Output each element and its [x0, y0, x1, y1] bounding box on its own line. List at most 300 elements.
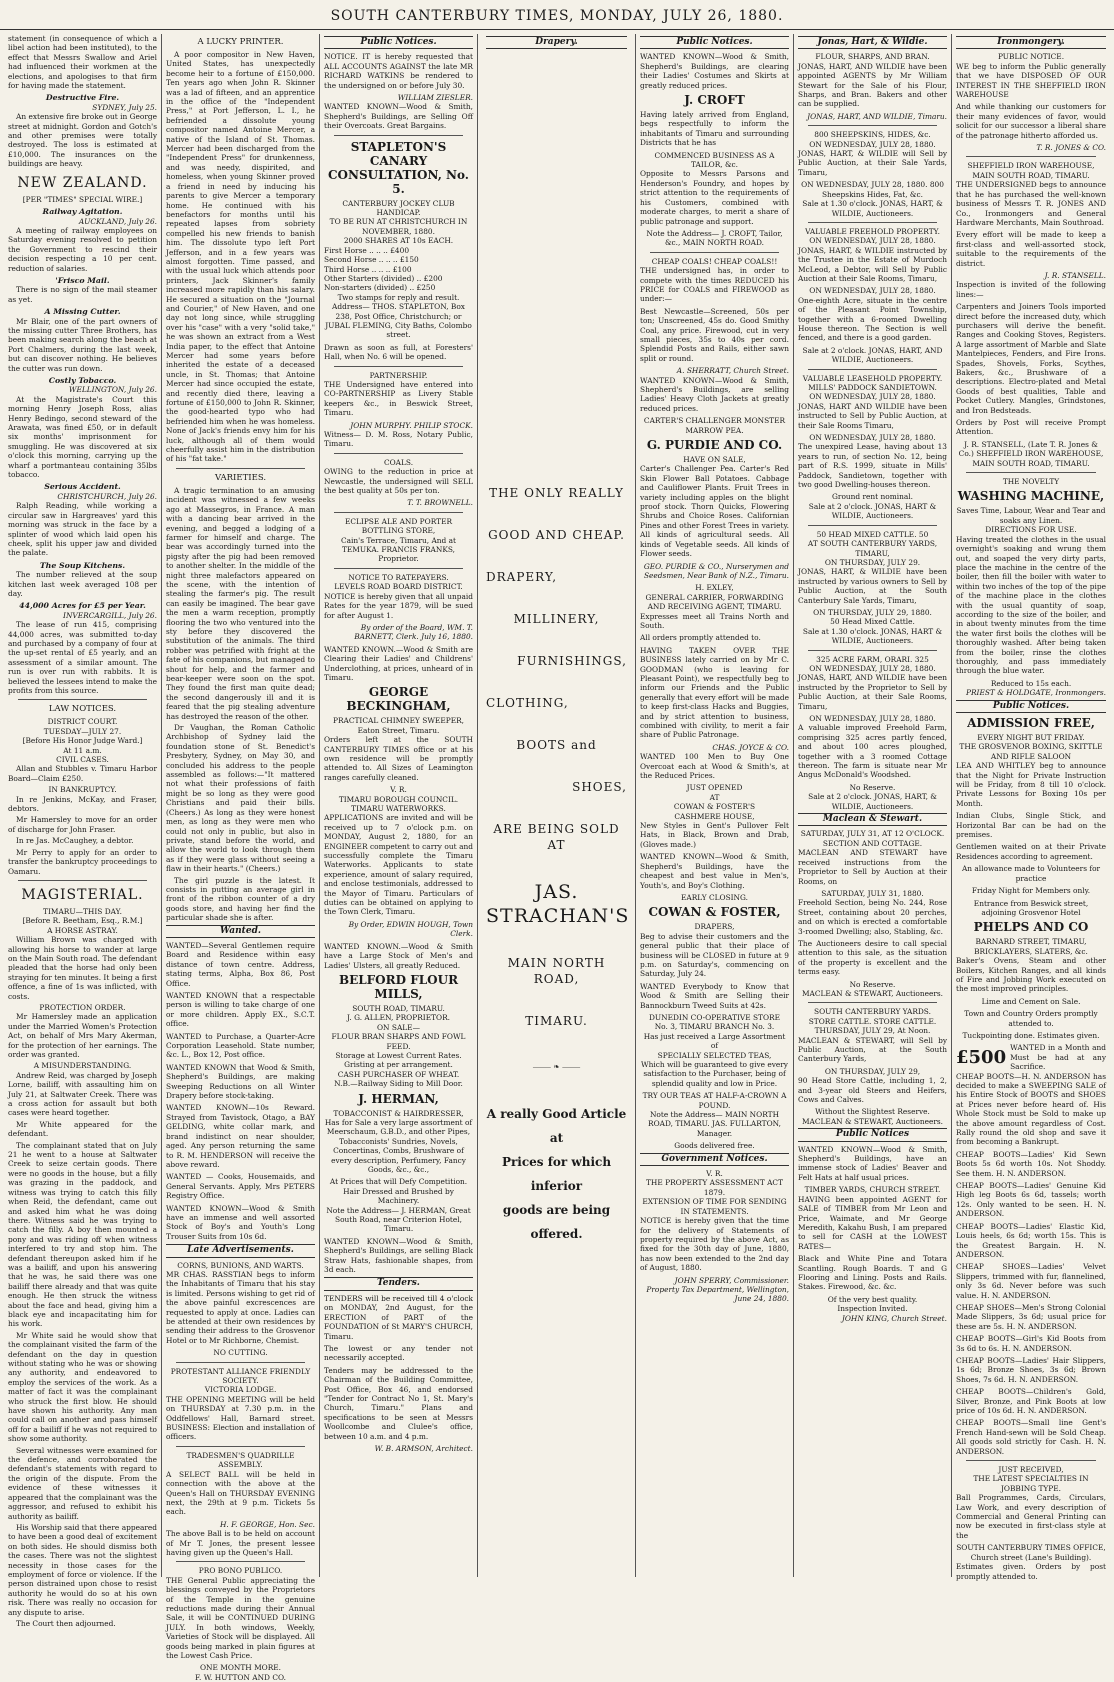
- article-text: William Brown was charged with allowing his horse to wander at large on the Main South road. The defendant pleaded that the horse had only been straying for ten minutes. It being a first offence, a fine of 1s was inflicted, with costs.: [8, 935, 157, 1001]
- ad-subheading: MAIN SOUTH ROAD, TIMARU.: [972, 170, 1090, 180]
- classified-ad: JONAS, HART, & WILDIE instructed by the Trustee in the Estate of Murdoch McLeod, a Debtor, will Sell by Public Auction at their Sale Rooms, Timaru,: [798, 245, 947, 283]
- article-heading: 'Frisco Mail.: [55, 275, 110, 285]
- classified-ad: A valuable improved Freehold Farm, comprising 325 acres partly fenced, and about 100 acres ploughed, together with a 3 roomed Cottage thereon. The farm is situate near Mr Angus McDonald's Woodshed.: [798, 723, 947, 780]
- ad-subheading: No Reserve.: [849, 782, 896, 792]
- ad-heading: PROTESTANT ALLIANCE FRIENDLY SOCIETY.: [170, 1366, 311, 1386]
- divider: [808, 125, 937, 126]
- classified-ad: WANTED KNOWN—Wood & Smith, Shepherd's Buildings, are selling Ladies' Heavy Cloth Jackets at greatly reduced prices.: [640, 375, 789, 413]
- ad-subheading: TO BE RUN AT CHRISTCHURCH IN NOVEMBER, 1880.: [329, 217, 468, 236]
- ad-heading: COWAN & FOSTER,: [648, 905, 781, 920]
- blank-space: [486, 52, 627, 472]
- subheading: At 11 a.m.: [63, 745, 102, 755]
- ad-line: MAIN NORTH ROAD,: [507, 956, 606, 987]
- classified-ad: Lime and Cement on Sale.: [981, 996, 1081, 1006]
- classified-ad: Tenders may be addressed to the Chairman of the Building Committee, Post Office, Box 46, and endorsed "Tender for Contract No 1, St. Mary's Church, Timaru." Plans and specifications to be seen at Messrs Woollcombe and Clulee's office, between 10 a.m. and 4 p.m.: [324, 1365, 473, 1441]
- ad-heading: SOUTH CANTERBURY YARDS.: [814, 1007, 931, 1017]
- section-heading-magisterial: MAGISTERIAL.: [21, 886, 144, 903]
- divider: [334, 512, 463, 513]
- divider: [334, 453, 463, 454]
- column-5: [636, 34, 794, 1577]
- classified-ad: Note the Address— J. HERMAN, Great South Road, near Criterion Hotel, Timaru.: [326, 1205, 471, 1234]
- wire-credit: [PER "TIMES" SPECIAL WIRE.]: [22, 194, 143, 204]
- prize-line: First Horse .. .. .. £400: [324, 245, 410, 255]
- classified-ad: WANTED KNOWN—Wood & Smith, Shepherd's Buildings, have an immense stock of Ladies' Beaver and Felt Hats at half usual prices.: [798, 1144, 947, 1182]
- ad-heading: TRADESMEN'S QUADRILLE ASSEMBLY.: [186, 1450, 295, 1470]
- ad-heading: CHEAP COALS! CHEAP COALS!!: [651, 256, 778, 266]
- ad-heading: COWAN & FOSTER'S: [673, 802, 756, 812]
- classified-ad: Best Newcastle—Screened, 50s per ton; Unscreened, 45s do. Good Smithy Coal, any price. Firewood, cut in very small pieces, 35s to 40s per cord. Splendid Posts and Rails, either sawn split or round.: [640, 306, 789, 363]
- classified-ad: CHEAP BOOTS—Ladies' Kid Sewn Boots 5s 6d worth 10s. Not Shoddy. See them. H. N. ANDERSON.: [956, 1149, 1106, 1178]
- classified-ad: THE UNDERSIGNED begs to announce that he has purchased the well-known business of Messrs T. R. JONES AND Co., Ironmongers and General Hardware Merchants, Main Southroad.: [956, 180, 1106, 227]
- classified-ad: CHEAP BOOTS—Small line Gent's French Hand-sewn will be Sold Cheap. All goods sold strictly for Cash. H. N. ANDERSON.: [956, 1418, 1106, 1456]
- ad-heading: VALUABLE FREEHOLD PROPERTY.: [805, 226, 940, 236]
- ad-subheading: ON SALE—: [377, 1022, 420, 1032]
- ad-heading: BELFORD FLOUR MILLS,: [338, 972, 459, 1001]
- ad-signature: JONAS, HART, AND WILDIE, Timaru.: [807, 111, 947, 121]
- classified-ad: WANTED KNOWN—Wood & Smith, Shepherd's Buildings, are clearing their Ladies' Costumes and Skirts at greatly reduced prices.: [640, 52, 789, 90]
- classified-ad: WANTED—Several Gentlemen require Board and Residence within easy distance of town centre. Address, stating terms, Alpha, Box 86, Post Office.: [166, 940, 315, 988]
- ad-heading: SHEFFIELD IRON WAREHOUSE,: [967, 161, 1095, 171]
- classified-ad: WANTED 100 Men to Buy One Overcoat each at Wood & Smith's, at the Reduced Prices.: [640, 752, 789, 781]
- ad-heading: EARLY CLOSING.: [680, 892, 749, 902]
- classified-ad: One-eighth Acre, situate in the centre of the Pleasant Point Township, together with a 6-roomed Dwelling House thereon. The Section is well fenced, and there is a good garden.: [798, 295, 947, 343]
- ad-heading: JUST RECEIVED,: [998, 1465, 1064, 1475]
- article-text: Mr White appeared for the defendant.: [8, 1119, 157, 1139]
- ad-heading: TIMARU BOROUGH COUNCIL.: [338, 794, 459, 804]
- ad-subheading: Goods delivered free.: [674, 1141, 755, 1151]
- ad-line: goods are being offered.: [502, 1202, 611, 1241]
- ad-signature: PRIEST & HOLDGATE, Ironmongers.: [966, 688, 1106, 698]
- classified-ad: New Styles in Gent's Pullover Felt Hats, in Black, Brown and Drab, (Gloves made.): [640, 821, 789, 849]
- article-text: Several witnesses were examined for the defence, and corroborated the defendant's statements with regard to the origin of the dispute. From the evidence of these witnesses it appeared that the complainant was the aggressor, and refused to exhibit his authority as bailiff.: [8, 1445, 157, 1521]
- ad-subheading: DIRECTIONS FOR USE.: [985, 525, 1077, 535]
- ad-signature: GEO. PURDIE & CO., Nurserymen and Seedsmen, Near Bank of N.Z., Timaru.: [643, 561, 789, 580]
- ad-subheading: ON WEDNESDAY, JULY 28, 1880.: [809, 663, 936, 673]
- ad-subheading: At Prices that will Defy Competition.: [329, 1177, 468, 1187]
- ad-subheading: DRAPERS,: [694, 922, 735, 932]
- divider: [18, 699, 147, 700]
- ad-subheading: THE GROSVENOR BOXING, SKITTLE AND RIFLE SALOON: [959, 742, 1103, 761]
- ad-signature: F. W. HUTTON AND CO.: [195, 1672, 286, 1682]
- classified-ad: Inspection is invited of the following lines:—: [956, 280, 1106, 299]
- article-text: The complainant stated that on July 21 he went to a house at Saltwater Creek to seize certain goods. There were no goods in the house, but a filly was grazing in the paddock, and witness was trying to catch this filly when Reid, the defendant, came out and asked him what he was doing there. Witness said he was trying to catch the filly. A boy then mounted a pony and was riding off when witness interfered to try and stop him. The defendant thereupon asked him if he was a bailiff, and upon his answering that he was, he said there was one bailiff there already and that was quite enough. He then struck the witness about the face and head, giving him a black eye and incapacitating him for his work.: [8, 1140, 157, 1329]
- ad-signature: A. SHERRATT, Church Street.: [676, 366, 789, 376]
- ad-line: Prices for which inferior: [501, 1154, 612, 1193]
- classified-ad: Orders by Post will receive Prompt Attention.: [956, 418, 1106, 437]
- article-heading: Railway Agitation.: [42, 207, 123, 217]
- ad-subheading: 2000 SHARES AT 10s EACH.: [343, 236, 454, 246]
- classified-ad: WANTED KNOWN.—Wood & Smith are Clearing their Ladies' and Childrens' Underclothing, at prices, unheard of in Timaru.: [324, 644, 473, 682]
- ad-line: A really Good Article at: [486, 1106, 627, 1145]
- classified-ad: The unexpired Lease, having about 13 years to run, of section No. 12, being part of R.S. 1999, situate in Mills' Paddock, Sandietown, together with two good Dwelling-houses thereon.: [798, 442, 947, 490]
- classified-ad: WANTED KNOWN.—Wood & Smith have a Large Stock of Men's and Ladies' Ulsters, all greatly Reduced.: [324, 941, 473, 970]
- ad-line: BOOTS and: [516, 738, 597, 753]
- ad-subheading: EXTENSION OF TIME FOR SENDING IN STATEMENTS.: [642, 1197, 787, 1216]
- classified-ad: Having treated the clothes in the usual overnight's soaking and wrung them out, and soaped the very dirty parts, place the machine in the centre of the boiler, then fill the boiler with water to within two inches of the top of the pipe of the machine place in the clothes with the usual quantity of soap, according to the size of the boiler, and in about twenty minutes from the time the water first boils the clothes will be thoroughly washed. After being taken from the boiler, rinse the clothes thoroughly, and pass immediately through the blue water.: [956, 534, 1106, 676]
- ad-subheading: STORE CATTLE. STORE CATTLE.: [808, 1016, 937, 1026]
- article-text: At the Magistrate's Court this morning Henry Joseph Ross, alias Henry Bedingo, second steward of the Arawata, was fined £50, or in default six months' imprisonment for smuggling. He was discovered at six o'clock this morning, carrying up the wharf a portmanteau containing 35lbs tobacco.: [8, 394, 157, 480]
- ad-signature: H. F. GEORGE, Hon. Sec.: [219, 1519, 315, 1529]
- ad-subheading: Gristing at per arrangement.: [344, 1060, 453, 1070]
- divider: [176, 1446, 305, 1447]
- classified-ad: Town and Country Orders promptly attended to.: [964, 1009, 1098, 1028]
- classified-ad: Note the Address— J. CROFT, Tailor, &c., MAIN NORTH ROAD.: [646, 228, 783, 248]
- ad-signature: MACLEAN & STEWART, Auctioneers.: [801, 1116, 944, 1126]
- classified-ad: Tuckpointing done. Estimates given.: [962, 1030, 1100, 1040]
- subheading: DISTRICT COURT.: [47, 717, 118, 727]
- ad-signature: JOHN KING, Church Street.: [841, 1313, 947, 1323]
- divider: [966, 472, 1096, 473]
- article-heading: Costly Tobacco.: [48, 376, 117, 385]
- ad-subheading: Inspection Invited.: [837, 1304, 908, 1314]
- ad-subheading: Without the Slightest Reserve.: [815, 1107, 930, 1117]
- ad-line: FURNISHINGS,: [517, 654, 627, 669]
- divider: [808, 222, 937, 223]
- ad-subheading: ON WEDNESDAY, JULY 28, 1880.: [809, 139, 936, 149]
- ad-subheading: THURSDAY, JULY 29, At Noon.: [814, 1026, 931, 1036]
- classified-ad: WANTED KNOWN—Wood & Smith have an immense and well assorted Stock of Boy's and Youth's Long Trouser Suits from 10s 6d.: [166, 1203, 315, 1241]
- ad-subheading: No Reserve.: [849, 979, 896, 989]
- classified-ad: CHEAP BOOTS—Ladies' Elastic Kid, Louis heels, 6s 6d; worth 15s. This is the Greatest Bargain. H. N. ANDERSON.: [956, 1221, 1106, 1259]
- classified-ad: WANTED KNOWN—Wood & Smith, Shepherd's Buildings, have the cheapest and best value in Men's, Youth's, and Boy's Clothing.: [640, 852, 789, 890]
- section-heading-late-advertisements: Late Advertisements.: [166, 1244, 315, 1257]
- ad-subheading: LEVELS ROAD BOARD DISTRICT.: [334, 582, 463, 592]
- section-heading-ironmongery: Ironmongery.: [956, 36, 1106, 49]
- ad-signature: MACLEAN & STEWART, Auctioneers.: [801, 988, 944, 998]
- section-heading-public-notices: Public Notices.: [640, 36, 789, 49]
- ad-heading: J. HERMAN,: [358, 1091, 439, 1106]
- subheading: A HORSE ASTRAY.: [47, 925, 118, 935]
- ad-heading: NO CUTTING.: [213, 1348, 268, 1358]
- divider: [808, 1002, 937, 1003]
- ad-heading: 800 SHEEPSKINS, HIDES, &c.: [814, 130, 931, 140]
- ad-heading: DUNEDIN CO-OPERATIVE STORE: [648, 1012, 781, 1022]
- article-heading: A LUCKY PRINTER.: [197, 37, 284, 47]
- ad-heading: 50 HEAD MIXED CATTLE. 50: [816, 529, 929, 539]
- divider: [808, 525, 937, 526]
- classified-ad: Note the Address— MAIN NORTH ROAD, TIMARU. JAS. FULLARTON, Manager.: [648, 1110, 781, 1138]
- divider: [176, 1362, 305, 1363]
- ad-heading: PHELPS AND CO: [973, 920, 1089, 935]
- classified-ad: TENDERS will be received till 4 o'clock on MONDAY, 2nd August, for the ERECTION of PART of the FOUNDATION of St MARY'S CHURCH, Timaru.: [324, 1293, 473, 1341]
- ad-heading: J. CROFT: [684, 93, 745, 108]
- ad-heading: 325 ACRE FARM, ORARI. 325: [816, 654, 929, 664]
- ad-subheading: AT SOUTH CANTERBURY YARDS, TIMARU,: [807, 539, 938, 558]
- ad-subheading: WANTED in a Month and Must be had at any Sacrifice.: [1010, 1043, 1106, 1072]
- ad-heading: THE NOVELTY: [1002, 477, 1060, 487]
- classified-ad: Beg to advise their customers and the general public that their place of business will be CLOSED in future at 9 p.m. on Saturday's, commencing on Saturday, July 24.: [640, 931, 789, 979]
- subheading: TIMARU—THIS DAY.: [43, 906, 122, 916]
- classified-ad: Freehold Section, being No. 244, Rose Street, containing about 20 perches, and on which is erected a comfortable 3-roomed Dwelling; also, Stabling, &c.: [798, 898, 947, 936]
- subheading: PROTECTION ORDER.: [39, 1002, 126, 1012]
- prize-line: Third Horse .. .. .. £100: [324, 264, 412, 274]
- classified-ad: The Auctioneers desire to call special attention to this sale, as the situation of the property is excellent and the terms easy.: [798, 938, 947, 977]
- classified-ad: The lowest or any tender not necessarily accepted.: [324, 1343, 473, 1363]
- prize-line: Second Horse .. .. .. £150: [324, 255, 419, 265]
- ad-subheading: EVERY NIGHT BUT FRIDAY.: [977, 733, 1085, 742]
- ad-signature: T. R. JONES & CO.: [1036, 143, 1106, 153]
- classified-ad: CHEAP BOOTS—Girl's Kid Boots from 3s 6d to 6s. H. N. ANDERSON.: [956, 1334, 1106, 1353]
- ad-subheading: Reduced to 15s each.: [990, 678, 1072, 688]
- classified-ad: And while thanking our customers for their many evidences of favor, would solicit for our successor a liberal share of the patronage hitherto afforded us.: [956, 102, 1106, 140]
- dateline: CHRISTCHURCH, July 26.: [57, 491, 157, 501]
- classified-ad: Baker's Ovens, Steam and other Boilers, Kitchen Ranges, and all kinds of Fire and Jobbing Work executed on the most improved principles.: [956, 956, 1106, 994]
- classified-ad: Has for Sale a very large assortment of Meerschaum, G.B.D., and other Pipes, Tobacconists' Sundries, Novels, Concertinas, Combs, Brushware of every description, Perfumery, Fancy Goods, &c., &c.,: [324, 1117, 473, 1174]
- ad-signature: By Order, EDWIN HOUGH, Town Clerk.: [348, 919, 473, 939]
- article-text: Mr Blair, one of the part owners of the missing cutter Three Brothers, has been making search along the beach at Port Chalmers, during the last week, but can discover nothing. He believes the cutter was run down.: [8, 316, 157, 373]
- divider: [650, 252, 779, 253]
- column-6: [794, 34, 952, 1577]
- ad-heading: GEORGE BECKINGHAM,: [346, 685, 451, 714]
- classified-ad: WANTED KNOWN that a respectable person is willing to take charge of one or more children. Apply EX., S.C.T. office.: [166, 991, 315, 1029]
- ad-heading: CORNS, BUNIONS, AND WARTS.: [177, 1260, 304, 1270]
- section-heading-public-notices: Public Notices.: [324, 36, 473, 49]
- ad-subheading: AT: [709, 792, 720, 802]
- ad-subheading: COMMENCED BUSINESS AS A TAILOR, &c.: [654, 150, 775, 170]
- classified-ad: Which will be guaranteed to give every satisfaction to the Purchaser, being of splendid quality and low in Price.: [641, 1060, 788, 1088]
- classified-ad: WANTED to Purchase, a Quarter-Acre Corporation Leasehold. State number, &c. L., Box 12, Post office.: [166, 1031, 315, 1060]
- classified-ad: THE undersigned has, in order to compete with the times REDUCED his PRICE for COALS and FIREWOOD as under:—: [640, 266, 789, 304]
- classified-ad: HAVING TAKEN OVER THE BUSINESS lately carried on by Mr C. GOODMAN (who is leaving for Pleasant Point), we respectfully beg to inform our Friends and the Public generally that every effort will be made to keep first-class Hacks and Buggies, and by strict attention to business, combined with civility, to merit a fair share of Public Patronage.: [640, 645, 789, 740]
- classified-ad: CHEAP BOOTS—H. N. ANDERSON has decided to make a SWEEPING SALE of his Entire Stock of BOOTS and SHOES at Prices never before heard of. His Whole Stock must be Sold to make up the above amount regardless of Cost. Rally round the old shop and save it from becoming a Bankrupt.: [956, 1071, 1106, 1147]
- ad-subheading: CASHMERE HOUSE,: [674, 811, 755, 821]
- article-heading: VARIETIES.: [214, 472, 267, 483]
- divider: [334, 568, 463, 569]
- column-7: [952, 34, 1110, 1581]
- classified-ad: WANTED KNOWN—Wood & Smith, Shepherd's Buildings, are selling Black Straw Hats, fashionable shapes, from 3d each.: [324, 1236, 473, 1275]
- ad-subheading: CASH PURCHASER OF WHEAT.: [337, 1069, 460, 1079]
- column-4-drapery-ad: [478, 34, 636, 1577]
- ad-subheading: SPECIALLY SELECTED TEAS,: [657, 1050, 772, 1060]
- ad-subheading: Ground rent nominal.: [832, 492, 913, 502]
- ad-subheading: Storage at Lowest Current Rates.: [335, 1050, 462, 1060]
- classified-ad: Having lately arrived from England, begs respectfully to inform the inhabitants of Timaru and surrounding Districts that he has: [640, 110, 789, 148]
- classified-ad: Black and White Pine and Totara Scantling. Rough Boards. T and G Flooring and Lining. Posts and Rails. Stakes. Firewood, &c. &c.: [798, 1254, 947, 1292]
- ad-subheading: ON THURSDAY, JULY 29,: [824, 1066, 921, 1076]
- classified-ad: APPLICATIONS are invited and will be received up to 7 o'clock p.m. on MONDAY, August 2, 1880, for an ENGINEER competent to carry out and successfully complete the Timaru Waterworks. Applicants to state experience, amount of salary required, and enclose testimonials, addressed to the Mayor of Timaru. Particulars of duties can be obtained on applying to the Town Clerk, Timaru.: [324, 813, 473, 917]
- ad-heading: WASHING MACHINE,: [957, 489, 1105, 504]
- article-text: Ralph Reading, while working a circular saw in Hargreaves' yard this morning was struck in the face by a splinter of wood which laid open his cheek, split his upper jaw and divided the palate.: [8, 501, 157, 558]
- classified-ad: JONAS, HART, AND WILDIE have been instructed by the Proprietor to Sell by Public Auction, at their Sale Rooms, Timaru,: [798, 673, 947, 711]
- classified-ad: JONAS, HART, AND WILDIE have been appointed AGENTS by Mr William Stewart for the Sale of his Flour, Sharps, and Bran. Bakers and other can be supplied.: [798, 61, 947, 109]
- ad-subheading: PRACTICAL CHIMNEY SWEEPER, Eaton Street, Timaru.: [332, 716, 465, 735]
- classified-ad: JONAS, HART AND WILDIE have been instructed to Sell by Public Auction, at their Sale Rooms Timaru,: [798, 401, 947, 430]
- ad-subheading: TOBACCONIST & HAIRDRESSER,: [333, 1108, 464, 1118]
- classified-ad: Orders left at the SOUTH CANTERBURY TIMES office or at his own residence will be promptly attended to. All Sizes of Leamington ranges carefully cleaned.: [324, 735, 473, 782]
- divider: [334, 135, 463, 136]
- ad-signature: Sale at 2 o'clock. JONAS, HART & WILDIE, Auctioneers.: [808, 501, 937, 521]
- ad-subheading: TIMARU WATERWORKS.: [351, 804, 446, 813]
- divider: [18, 880, 147, 881]
- article-text: His Worship said that there appeared to have been a good deal of excitement on both sides. He should dismiss both the cases. There was not the slightest necessity in those cases for the employment of force or violence. If the person distrained upon chose to resist authority he would do so at his own risk. There was really no occasion for any dispute to arise.: [8, 1522, 157, 1617]
- classified-ad: Every effort will be made to keep a first-class and well-assorted stock, suitable to the requirements of the district.: [956, 230, 1106, 268]
- ad-subheading: ON WEDNESDAY, JULY 28, 1880. 800 Sheepskins Hides, Fat, &c.: [801, 180, 944, 199]
- article-text: Andrew Reid, was charged by Joseph Lorne, bailiff, with assaulting him on July 21, at Saltwater Creek. There was a cross action for assault but both cases were heard together.: [8, 1070, 157, 1118]
- article-text: In re Jas. McCaughey, a debtor.: [16, 836, 134, 846]
- ad-line: DRAPERY,: [486, 570, 558, 585]
- ad-line: GOOD AND CHEAP.: [488, 528, 625, 543]
- divider: [966, 1460, 1096, 1461]
- prize-list: [324, 246, 473, 293]
- dateline: SYDNEY, July 25.: [92, 102, 157, 112]
- ad-subheading: Two stamps for reply and result.: [337, 292, 460, 302]
- article-heading: Serious Accident.: [44, 482, 121, 492]
- ad-signature: T. T. BROWNELL.: [407, 498, 473, 508]
- section-heading-new-zealand: NEW ZEALAND.: [17, 174, 148, 191]
- article-heading: 44,000 Acres for £5 per Year.: [19, 601, 146, 611]
- column-3: [320, 34, 478, 1577]
- section-heading-maclean-stewart: Maclean & Stewart.: [798, 813, 947, 826]
- section-heading-wanted: Wanted.: [166, 925, 315, 938]
- ad-heading: CARTER'S CHALLENGER MONSTER MARROW PEA.: [643, 416, 786, 435]
- ad-subheading: Hair Dressed and Brushed by Machinery.: [343, 1186, 454, 1206]
- ad-signature: Sale at 1.30 o'clock. JONAS, HART, & WILDIE, Auctioneers.: [802, 199, 943, 218]
- subheading: IN BANKRUPTCY.: [48, 785, 117, 795]
- article-text: Dr Vaughan, the Roman Catholic Archbishop of Sydney laid the foundation stone of St. Benedict's Presbytery, Sydney, on May 30, and concluded his address to the people assembled as follows:—"It mattered not what their professions of faith might be so long as they were good Christians and paid their bills. (Cheers.) As long as they were honest men, as long as they were men who could not only in public, but also in private, stand before the world, and allow the world to look through them as if they were glass without seeing a flaw in their hearts." (Cheers.): [166, 723, 315, 874]
- classified-ad: A SELECT BALL will be held in connection with the above at the Queen's Hall on THURSDAY EVENING next, the 29th at 9 p.m. Tickets 5s each.: [166, 1469, 315, 1517]
- classified-ad: Opposite to Messrs Parsons and Henderson's Foundry, and hopes by strict attention to the requirements of his Customers, combined with moderate charges, to merit a share of public patronage and support.: [640, 169, 789, 226]
- divider: [176, 468, 305, 469]
- article-heading: Destructive Fire.: [45, 93, 120, 103]
- divider: [808, 369, 937, 370]
- ad-signature: JOHN MURPHY. PHILIP STOCK.: [350, 420, 473, 430]
- classified-ad: LEA AND WHITLEY beg to announce that the Night for Private Instruction will be Friday, from 8 till 10 o'clock. Private Lessons for Boxing 10s per Month.: [956, 761, 1106, 808]
- ad-subheading: ON WEDNESDAY, JULY 28, 1880.: [809, 433, 936, 443]
- classified-ad: Ball Programmes, Cards, Circulars, Law Work, and every description of Commercial and General Printing can now be executed in first-class style at the: [956, 1493, 1106, 1540]
- classified-ad: Drawn as soon as full, at Foresters' Hall, when No. 6 will be opened.: [324, 342, 473, 362]
- classified-ad: CHEAP SHOES—Men's Strong Colonial Made Slippers, 3s 6d; usual price for these are 5s. H. N. ANDERSON.: [956, 1302, 1106, 1331]
- section-heading-government-notices: Government Notices.: [640, 1153, 789, 1166]
- ad-subheading: ON WEDNESDAY, JULY 28, 1880.: [809, 236, 936, 246]
- classified-ad: All orders promptly attended to.: [640, 633, 761, 643]
- ad-line: ARE BEING SOLD AT: [493, 822, 620, 853]
- article-text: In re Jenkins, McKay, and Fraser, debtors.: [8, 794, 157, 814]
- article-heading: The Soup Kitchens.: [39, 560, 126, 570]
- section-heading-law-notices: LAW NOTICES.: [48, 704, 117, 715]
- ad-heading: ECLIPSE ALE AND PORTER BOTTLING STORE,: [344, 516, 453, 536]
- ad-heading: PRO BONO PUBLICO.: [198, 1566, 283, 1576]
- dateline: WELLINGTON, July 26.: [68, 385, 157, 395]
- article-heading: A Missing Cutter.: [44, 307, 121, 317]
- ad-subheading: No. 3, TIMARU BRANCH No. 3.: [654, 1022, 775, 1032]
- classified-ad: Cain's Terrace, Timaru, And at TEMUKA. FRANCIS FRANKS, Proprietor.: [340, 535, 457, 564]
- classified-ad: Gentlemen waited on at their Private Residences according to agreement.: [956, 842, 1106, 861]
- classified-ad: Witness— D. M. Ross, Notary Public, Timaru.: [324, 430, 473, 449]
- ad-subheading: Saves Time, Labour, Wear and Tear and soaks any Linen.: [956, 506, 1106, 525]
- ornament-icon: ⸻ ❧ ⸻: [532, 1062, 581, 1072]
- ad-subheading: V. R.: [706, 1169, 723, 1179]
- ad-signature: J. R. STANSELL.: [1044, 270, 1106, 280]
- ad-signature: Sale at 2 o'clock. JONAS, HART, & WILDIE, Auctioneers.: [808, 792, 937, 811]
- ad-subheading: TRY OUR TEAS AT HALF-A-CROWN A POUND.: [642, 1091, 787, 1110]
- ad-subheading: ON WEDNESDAY, JULY 28, 1880.: [809, 286, 936, 296]
- ad-subheading: JUST OPENED: [686, 783, 743, 793]
- subheading: CIVIL CASES.: [56, 755, 109, 765]
- ad-subheading: N.B.—Railway Siding to Mill Door.: [334, 1079, 463, 1089]
- ad-signature: CHAS. JOYCE & CO.: [712, 742, 789, 752]
- ad-amount: £500: [956, 1046, 1007, 1068]
- ad-subheading: SATURDAY, JULY 31, AT 12 O'CLOCK.: [800, 829, 945, 839]
- prize-line: Other Starters (divided) .. £200: [324, 273, 443, 283]
- classified-ad: WE beg to inform the Public generally that we have DISPOSED OF OUR INTEREST IN THE SHEFFIELD IRON WAREHOUSE: [956, 61, 1106, 100]
- ad-subheading: FLOUR BRAN SHARPS AND FOWL FEED.: [331, 1032, 466, 1051]
- ad-heading: NOTICE TO RATEPAYERS.: [348, 572, 449, 582]
- ad-signature: W. B. ARMSON, Architect.: [374, 1443, 473, 1453]
- subheading: [Before R. Beetham, Esq., R.M.]: [22, 916, 143, 926]
- prize-line: Non-starters (divided) .. £250: [324, 283, 436, 293]
- article-text: Mr White said he would show that the complainant visited the farm of the defendant on the day in question without stating who he was or showing any authority, and endeavored to employ the services of the work. As a matter of fact it was the complainant who struck the first blow. He should have shown his authority. Any man could call on another and pass himself off for a bailiff if he was not required to show some authority.: [8, 1330, 157, 1444]
- classified-ad: THE Undersigned have entered into CO-PARTNERSHIP as Livery Stable keepers &c., in Beswick Street, Timaru.: [324, 379, 473, 418]
- divider: [176, 1561, 305, 1562]
- classified-ad: Expresses meet all Trains North and South.: [640, 611, 789, 630]
- ad-subheading: SOUTH ROAD, TIMARU.: [352, 1003, 445, 1013]
- ad-500-header: [956, 1043, 1106, 1071]
- ad-subheading: SATURDAY, JULY 31, 1880.: [821, 888, 924, 898]
- classified-ad: THE OPENING MEETING will be held on THURSDAY at 7.30 p.m. in the Oddfellows' Hall, Barnard street. BUSINESS: Election and installation of officers.: [166, 1394, 315, 1442]
- classified-ad: WANTED KNOWN—Wood & Smith, Shepherd's Buildings, are Selling Off their Overcoats. Great Bargains.: [324, 102, 473, 131]
- ad-heading: H. EXLEY,: [695, 583, 734, 593]
- ad-heading: ADMISSION FREE,: [967, 716, 1095, 730]
- ad-subheading: BRICKLAYERS, SLATERS, &c.: [974, 946, 1088, 956]
- ad-signature: Sale at 1.30 o'clock. JONAS, HART & WILDIE, Auctioneers.: [802, 626, 943, 646]
- ad-subheading: SOUTH CANTERBURY TIMES OFFICE, Church street (Lane's Building).: [956, 1543, 1106, 1562]
- classified-ad: HAVING been appointed AGENT for SALE of TIMBER from Mr Leon and Price, Waimate, and Mr George Meredith, Kakahu Bush, I am prepared to sell for CASH at the LOWEST RATES—: [798, 1194, 947, 1251]
- ad-subheading: GENERAL CARRIER, FORWARDING AND RECEIVING AGENT, TIMARU.: [645, 592, 784, 612]
- masthead: SOUTH CANTERBURY TIMES, MONDAY, JULY 26, 1880.: [0, 0, 1114, 30]
- classified-ad: 90 Head Store Cattle, including 1, 2, and 3-year old Steers and Heifers, Cows and Calves.: [798, 1076, 947, 1105]
- newspaper-page: [4, 34, 1110, 1682]
- classified-ad: OWING to the reduction in price at Newcastle, the undersigned will SELL the best quality at 50s per ton.: [324, 467, 473, 496]
- article-text: The lease of run 415, comprising 44,000 acres, was submitted to-day and purchased by a company of four at the up-set rental of £5 yearly, and an assessment of a similar amount. The run is over run with rabbits. It is believed the lessees intend to make the profits from this source.: [8, 620, 157, 695]
- ad-signature: J. R. STANSELL, (Late T. R. Jones & Co.) SHEFFIELD IRON WAREHOUSE, MAIN SOUTH ROAD, TIMARU.: [958, 439, 1104, 468]
- divider: [808, 650, 937, 651]
- ad-subheading: THE LATEST SPECIALTIES IN JOBBING TYPE.: [973, 1474, 1089, 1493]
- article-text: The Court then adjourned.: [16, 1618, 116, 1628]
- section-heading-tenders: Tenders.: [324, 1277, 473, 1290]
- ad-heading: PUBLIC NOTICE.: [997, 52, 1065, 62]
- article-text: An extensive fire broke out in George street at midnight. Gordon and Gotch's and other premises were totally destroyed. The loss is estimated at £10,000. The insurances on the buildings are heavy.: [8, 112, 157, 169]
- classified-ad: JONAS, HART, & WILDIE have been instructed by various owners to Sell by Public Auction, at the South Canterbury Sale Yards, Timaru,: [798, 567, 947, 605]
- ad-heading: COALS.: [383, 457, 414, 467]
- divider: [334, 366, 463, 367]
- ad-signature: WILLIAM ZIESLER.: [397, 93, 473, 103]
- classified-ad: Carter's Challenger Pea. Carter's Red Skin Flower Ball Potatoes. Cabbage and Cauliflower Plants. Fruit Trees in variety including apples on the blight proof stock. Thorn Quicks, Flowering Shrubs and Choice Roses. Californian Pines and other Forest Trees in variety. All kinds of agricultural seeds. All kinds of Vegetable seeds. All kinds of Flower seeds.: [640, 464, 789, 559]
- ad-heading: PARTNERSHIP.: [369, 370, 428, 380]
- ad-line: THE ONLY REALLY: [489, 486, 624, 501]
- article-text: A meeting of railway employees on Saturday evening resolved to petition the Government to rescind their decision respecting a 10 per cent. reduction of salaries.: [8, 225, 157, 273]
- article-text: statement (in consequence of which a libel action had been instituted), to the effect that Messrs Swallow and Ariel had influenced their workmen at the elections, and apologises to that firm for having made the statement.: [8, 34, 157, 91]
- classified-ad: CHEAP BOOTS—Children's Gold, Silver, Bronze, and Pink Boots at low price of 10s 6d. H. N. ANDERSON.: [956, 1387, 1106, 1415]
- column-2: [162, 34, 320, 1682]
- section-heading-jonas-hart-wildie: Jonas, Hart, & Wildie.: [798, 36, 947, 49]
- ad-heading: TIMBER YARDS, CHURCH STREET.: [804, 1185, 941, 1195]
- classified-ad: WANTED Everybody to Know that Wood & Smith are Selling their Bannockburn Tweed Suits at 42s.: [640, 981, 789, 1010]
- article-text: A poor compositor in New Haven, United States, has unexpectedly become heir to a fortune of £150,000. Ten years ago when John R. Skinner was a lad of fifteen, and an apprentice in the office of the "Independent Press," at Port Jefferson, L. I., he befriended a dissolute young compositor named Antoine Mercer, a native of the Island of St. Thomas. Mercer had been discharged from the "Independent Press" for drunkenness, and was needy, dispirited, and homeless, when young Skinner proved a friend in need by inducing his parents to give Mercer a temporary home. He continued with his benefactors for months until his repeated lapses from sobriety compelled his new friends to banish him. The dissolute typo left Port Jefferson, and in a few years was almost forgotten. Time passed, and with the usual luck which attends poor printers, Jack Skinner's family increased more rapidly than his salary. He secured a situation on the "Journal and Courier," of New Haven, and one day not long since, while struggling over his "case" with a very "solid take," he was shown an extract from a West India paper, to the effect that Antoine Mercer had some years before inherited the estate of a deceased uncle, in St. Thomas; that Antoine Mercer had since occupied the estate, and recently died there, leaving a fortune of £150,000 to John R. Skinner, the good-hearted typo who had befriended him when he was homeless. None of Jack's friends envy him for his luck, although all of them would cheerfully assist him in the distribution of his "fat take.": [166, 50, 315, 464]
- article-text: A tragic termination to an amusing incident was witnessed a few weeks ago at Massegros, in France. A man with a dancing bear arrived in the evening, and begged a lodging of a farmer for himself and charge. The bear was accordingly turned into the pigsty after the pig had been removed to another shelter. In the middle of the night three malefactors appeared on the scene, with the intention of stealing the farmer's pig. The result can easily be imagined. The bear gave the men a warm reception, promptly flooring the two who ventured into the sty before they discovered the substitution of the animals. The third robber was petrified with fright at the fate of his companions, but managed to shout for help, and the farmer and bear-keeper were soon on the spot. They found the first man quite dead; the second dangerously ill and it is feared that the pig stealing adventure has destroyed the reason of the other.: [166, 485, 315, 721]
- subheading: TUESDAY—JULY 27.: [43, 726, 122, 736]
- ad-heading: ONE MONTH MORE.: [199, 1663, 282, 1673]
- divider: [966, 156, 1096, 157]
- ad-heading: VICTORIA LODGE.: [204, 1385, 277, 1395]
- article-text: Allan and Stubbles v. Timaru Harbor Board—Claim £250.: [8, 764, 157, 783]
- article-text: Mr Hamersley to move for an order of discharge for John Fraser.: [8, 815, 157, 834]
- subheading: A MISUNDERSTANDING.: [33, 1061, 132, 1071]
- ad-subheading: CANTERBURY JOCKEY CLUB HANDICAP.: [342, 198, 455, 218]
- classified-ad: MACLEAN & STEWART, will Sell by Public Auction, at the South Canterbury Yards,: [798, 1035, 947, 1064]
- ad-heading: VALUABLE LEASEHOLD PROPERTY. MILLS' PADDOCK SANDIETOWN.: [802, 373, 943, 392]
- dateline: INVERCARGILL, July 26.: [63, 610, 157, 620]
- classified-ad: JONAS, HART, & WILDIE will Sell by Public Auction, at their Sale Yards, Timaru,: [798, 149, 947, 177]
